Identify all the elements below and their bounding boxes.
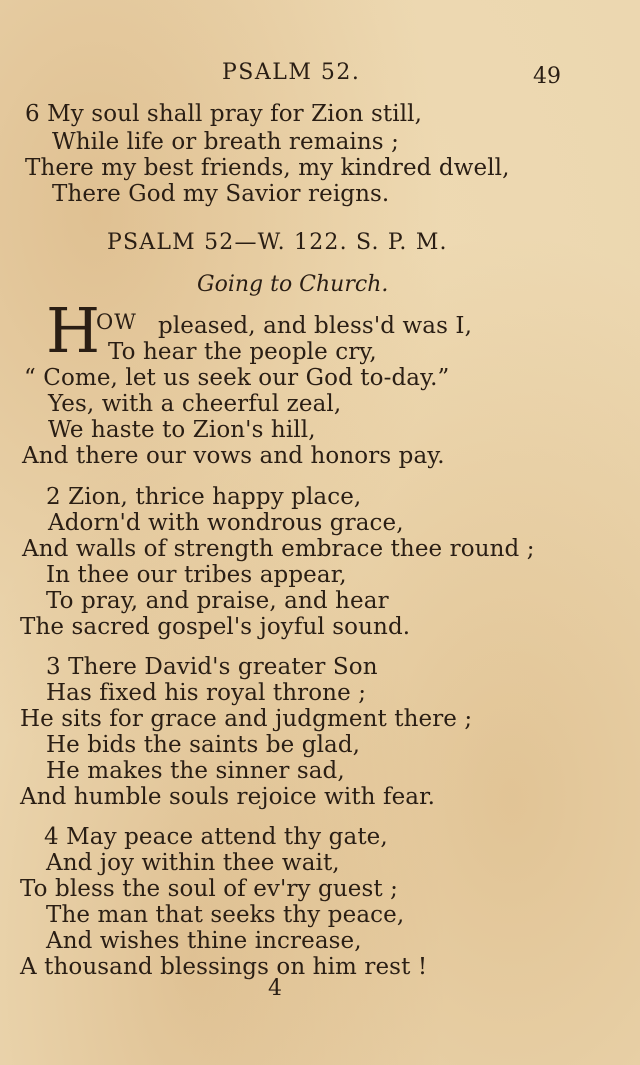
- verse-line: The man that seeks thy peace,: [46, 902, 405, 928]
- verse-line: To hear the people cry,: [108, 339, 377, 365]
- verse-line: Yes, with a cheerful zeal,: [48, 391, 342, 417]
- verse-line: Has fixed his royal throne ;: [46, 680, 367, 706]
- verse-line: To bless the soul of ev'ry guest ;: [20, 876, 398, 902]
- verse-line: 3 There David's greater Son: [46, 654, 378, 680]
- drop-cap: H: [46, 294, 101, 367]
- page-number: 49: [533, 64, 561, 89]
- verse-line: pleased, and bless'd was I,: [158, 313, 472, 339]
- verse-line: 6 My soul shall pray for Zion still,: [25, 101, 423, 127]
- verse-line: In thee our tribes appear,: [46, 562, 347, 588]
- verse-line: 4 May peace attend thy gate,: [44, 824, 388, 850]
- verse-line: While life or breath remains ;: [52, 129, 399, 155]
- verse-line: There God my Savior reigns.: [52, 181, 390, 207]
- verse-line: And wishes thine increase,: [46, 928, 362, 954]
- verse-line: And joy within thee wait,: [46, 850, 340, 876]
- running-head: PSALM 52.: [222, 60, 361, 85]
- verse-line: Adorn'd with wondrous grace,: [48, 510, 404, 536]
- verse-line: We haste to Zion's hill,: [48, 417, 316, 443]
- first-word-caps: OW: [96, 310, 137, 334]
- verse-line: To pray, and praise, and hear: [46, 588, 389, 614]
- verse-line: 2 Zion, thrice happy place,: [46, 484, 362, 510]
- verse-line: “ Come, let us seek our God to-day.”: [24, 365, 450, 391]
- verse-line: The sacred gospel's joyful sound.: [20, 614, 411, 640]
- verse-line: There my best friends, my kindred dwell,: [25, 155, 510, 181]
- verse-line: And walls of strength embrace thee round ;: [22, 536, 535, 562]
- verse-line: He bids the saints be glad,: [46, 732, 361, 758]
- verse-line: He makes the sinner sad,: [46, 758, 345, 784]
- psalm-heading: PSALM 52—W. 122. S. P. M.: [107, 230, 448, 255]
- verse-line: He sits for grace and judgment there ;: [20, 706, 473, 732]
- psalm-subtitle: Going to Church.: [197, 272, 389, 297]
- verse-line: And humble souls rejoice with fear.: [20, 784, 436, 810]
- verse-line: A thousand blessings on him rest !: [20, 954, 428, 980]
- signature-mark: 4: [268, 976, 282, 1001]
- verse-line: And there our vows and honors pay.: [22, 443, 445, 469]
